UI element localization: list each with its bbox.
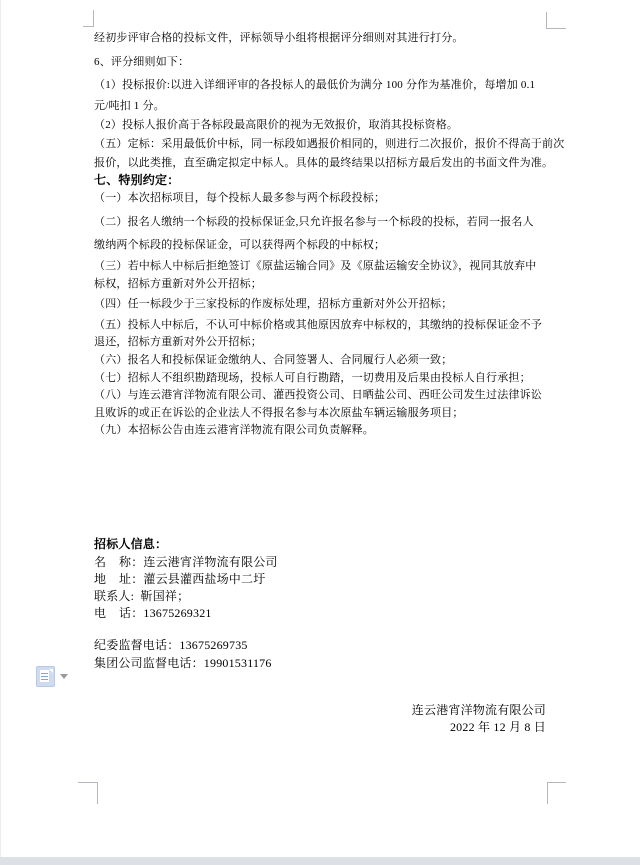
body-line: （一）本次招标项目，每个投标人最多参与两个标段投标；: [94, 192, 386, 204]
body-line: 报价，以此类推，直至确定拟定中标人。具体的最终结果以招标方最后发出的书面文件为准。: [94, 157, 554, 169]
contact-person-line: 联系人: 靳国祥；: [94, 589, 190, 603]
bidder-info-heading: 招标人信息：: [94, 537, 168, 551]
paste-options-button[interactable]: [36, 665, 68, 687]
body-line: （四）任一标段少于三家投标的作废标处理，招标方重新对外公开招标；: [94, 298, 453, 310]
body-line: （三）若中标人中标后拒绝签订《原盐运输合同》及《原盐运输安全协议》，视同其放弃中: [94, 260, 537, 272]
body-line: （七）招标人不组织勘踏现场，投标人可自行勘踏，一切费用及后果由投标人自行承担；: [94, 372, 531, 384]
body-line: （1）投标报价:以进入详细评审的各投标人的最低价为满分 100 分作为基准价，每增加 0.1: [94, 79, 536, 91]
signature-company: 连云港宵洋物流有限公司: [411, 703, 546, 717]
clipboard-paste-icon: [36, 666, 55, 687]
body-line: （2）投标人报价高于各标段最高限价的视为无效报价，取消其投标资格。: [94, 119, 459, 131]
body-line: 退还，招标方重新对外公开招标；: [94, 336, 262, 348]
body-line: （五）投标人中标后，不认可中标价格或其他原因放弃中标权的，其缴纳的投标保证金不予: [94, 319, 542, 331]
body-line: 经初步评审合格的投标文件，评标领导小组将根据评分细则对其进行打分。: [94, 32, 464, 44]
text-boundary-mark-top-left: [83, 10, 94, 27]
body-line: （八）与连云港宵洋物流有限公司、灌西投资公司、日晒盐公司、西旺公司发生过法律诉讼: [94, 389, 542, 401]
body-line: 缴纳两个标段的投标保证金，可以获得两个标段的中标权；: [94, 239, 386, 251]
text-boundary-mark-bottom-right: [547, 782, 566, 804]
body-line: 且败诉的或正在诉讼的企业法人不得报名参与本次原盐车辆运输服务项目；: [94, 407, 464, 419]
body-line: （五）定标：采用最低价中标，同一标段如遇报价相同的，则进行二次报价，报价不得高于前次: [94, 138, 565, 150]
bidder-address-line: 地 址：灌云县灌西盐场中二圩: [94, 572, 266, 586]
body-line: （九）本招标公告由连云港宵洋物流有限公司负责解释。: [94, 424, 374, 436]
text-boundary-mark-top-right: [546, 12, 566, 29]
bidder-name-line: 名 称：连云港宵洋物流有限公司: [94, 555, 278, 569]
body-line: （六）报名人和投标保证金缴纳人、合同签署人、合同履行人必须一致；: [94, 354, 453, 366]
body-line: 元/吨扣 1 分。: [94, 100, 165, 112]
page-left-edge: [0, 0, 1, 857]
phone-line: 电 话：13675269321: [94, 606, 212, 620]
section-heading: 七、特别约定：: [94, 173, 180, 187]
discipline-phone-line: 纪委监督电话：13675269735: [94, 638, 248, 652]
body-line: 标权，招标方重新对外公开招标；: [94, 278, 262, 290]
text-boundary-mark-bottom-left: [78, 782, 98, 804]
dropdown-arrow-icon: [60, 674, 68, 679]
body-line: 6、评分细则如下：: [94, 56, 190, 68]
signature-date: 2022 年 12 月 8 日: [449, 720, 546, 734]
page-bottom-edge: [0, 857, 640, 865]
group-phone-line: 集团公司监督电话：19901531176: [94, 656, 272, 670]
body-line: （二）报名人缴纳一个标段的投标保证金,只允许报名参与一个标段的投标，若同一报名人: [94, 216, 534, 228]
